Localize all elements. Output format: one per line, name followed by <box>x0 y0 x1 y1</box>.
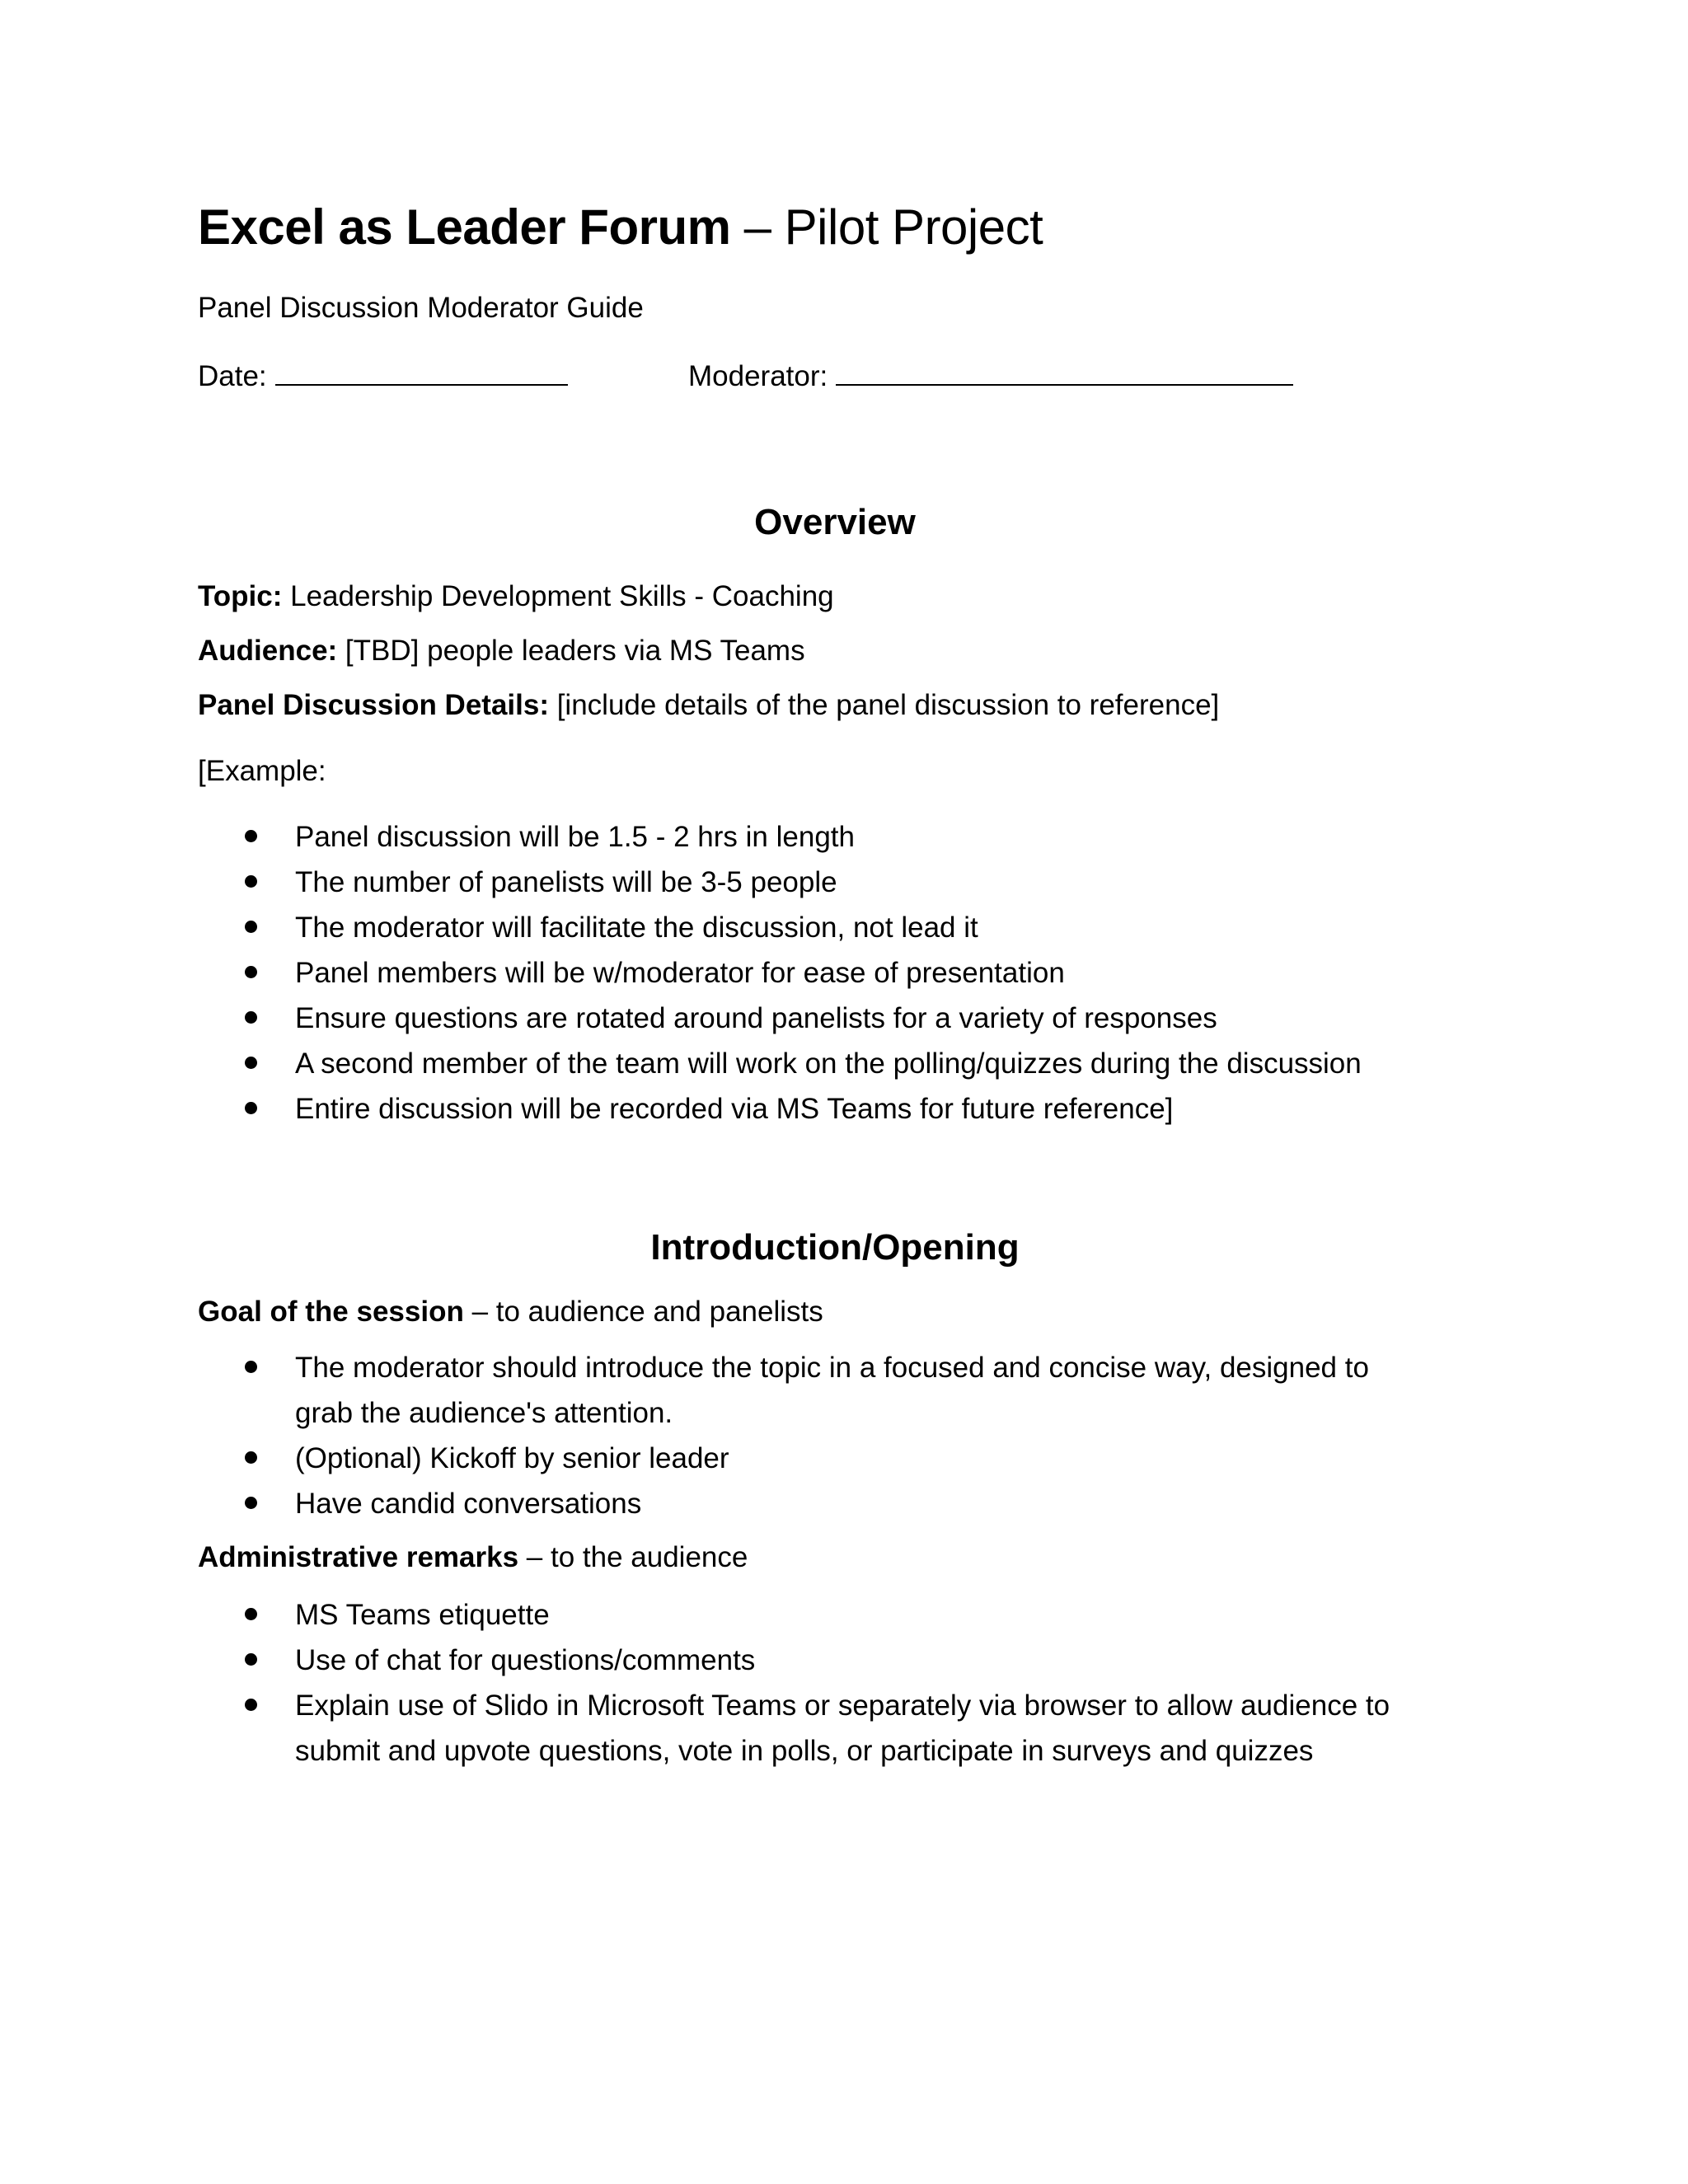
list-item: Entire discussion will be recorded via MS Teams for future reference] <box>0 1086 1449 1132</box>
goal-bullet-list <box>0 1345 1449 1526</box>
audience-value: [TBD] people leaders via MS Teams <box>337 635 805 667</box>
list-item: A second member of the team will work on the polling/quizzes during the discussion <box>0 1041 1449 1086</box>
document-title-bold: Excel as Leader Forum <box>198 199 731 255</box>
moderator-blank-line <box>836 354 1293 386</box>
list-item: Explain use of Slido in Microsoft Teams or separately via browser to allow audience to submit and upvote questions, vote in polls, or participate in surveys and quizzes <box>0 1683 1449 1774</box>
goal-value: – to audience and panelists <box>463 1296 823 1328</box>
panel-details-line <box>198 686 1219 725</box>
list-item: Panel members will be w/moderator for ease of presentation <box>0 950 1449 996</box>
list-item: Ensure questions are rotated around panelists for a variety of responses <box>0 996 1449 1041</box>
bullet-icon <box>245 966 257 978</box>
goal-label: Goal of the session <box>198 1296 464 1328</box>
list-item: Have candid conversations <box>0 1481 1449 1526</box>
bullet-icon <box>245 1361 257 1373</box>
moderator-label: Moderator: <box>688 360 828 392</box>
overview-bullet-list <box>0 814 1449 1132</box>
panel-details-label: Panel Discussion Details: <box>198 689 549 721</box>
moderator-field <box>688 354 1293 396</box>
list-item: The moderator should introduce the topic in a focused and concise way, designed to grab the audience's attention. <box>0 1345 1449 1436</box>
bullet-icon <box>245 921 257 933</box>
topic-line <box>198 577 834 616</box>
date-blank-line <box>275 354 568 386</box>
document-subtitle: Panel Discussion Moderator Guide <box>198 292 644 324</box>
bullet-icon <box>245 1608 257 1620</box>
introduction-heading: Introduction/Opening <box>650 1227 1020 1268</box>
bullet-icon <box>245 1497 257 1509</box>
admin-remarks-line <box>198 1538 748 1577</box>
panel-details-value: [include details of the panel discussion to reference] <box>548 689 1220 721</box>
audience-label: Audience: <box>198 635 338 667</box>
date-field <box>198 354 568 396</box>
date-label: Date: <box>198 360 267 392</box>
bullet-icon <box>245 1011 257 1024</box>
overview-heading: Overview <box>754 502 916 542</box>
topic-label: Topic: <box>198 580 283 612</box>
topic-value: Leadership Development Skills - Coaching <box>282 580 834 612</box>
audience-line <box>198 631 805 671</box>
bullet-icon <box>245 1699 257 1711</box>
bullet-icon <box>245 875 257 888</box>
example-label: [Example: <box>198 755 326 787</box>
list-item: Panel discussion will be 1.5 - 2 hrs in length <box>0 814 1449 860</box>
document-title <box>198 194 1043 260</box>
bullet-icon <box>245 1451 257 1464</box>
document-title-rest: – Pilot Project <box>730 199 1043 255</box>
bullet-icon <box>245 1102 257 1114</box>
list-item: Use of chat for questions/comments <box>0 1638 1449 1683</box>
admin-remarks-label: Administrative remarks <box>198 1541 519 1573</box>
admin-remarks-value: – to the audience <box>518 1541 748 1573</box>
goal-line <box>198 1292 823 1332</box>
bullet-icon <box>245 830 257 842</box>
bullet-icon <box>245 1653 257 1666</box>
list-item: The moderator will facilitate the discussion, not lead it <box>0 905 1449 950</box>
list-item: MS Teams etiquette <box>0 1592 1449 1638</box>
list-item: The number of panelists will be 3-5 people <box>0 860 1449 905</box>
list-item: (Optional) Kickoff by senior leader <box>0 1436 1449 1481</box>
bullet-icon <box>245 1057 257 1069</box>
admin-bullet-list <box>0 1592 1449 1774</box>
